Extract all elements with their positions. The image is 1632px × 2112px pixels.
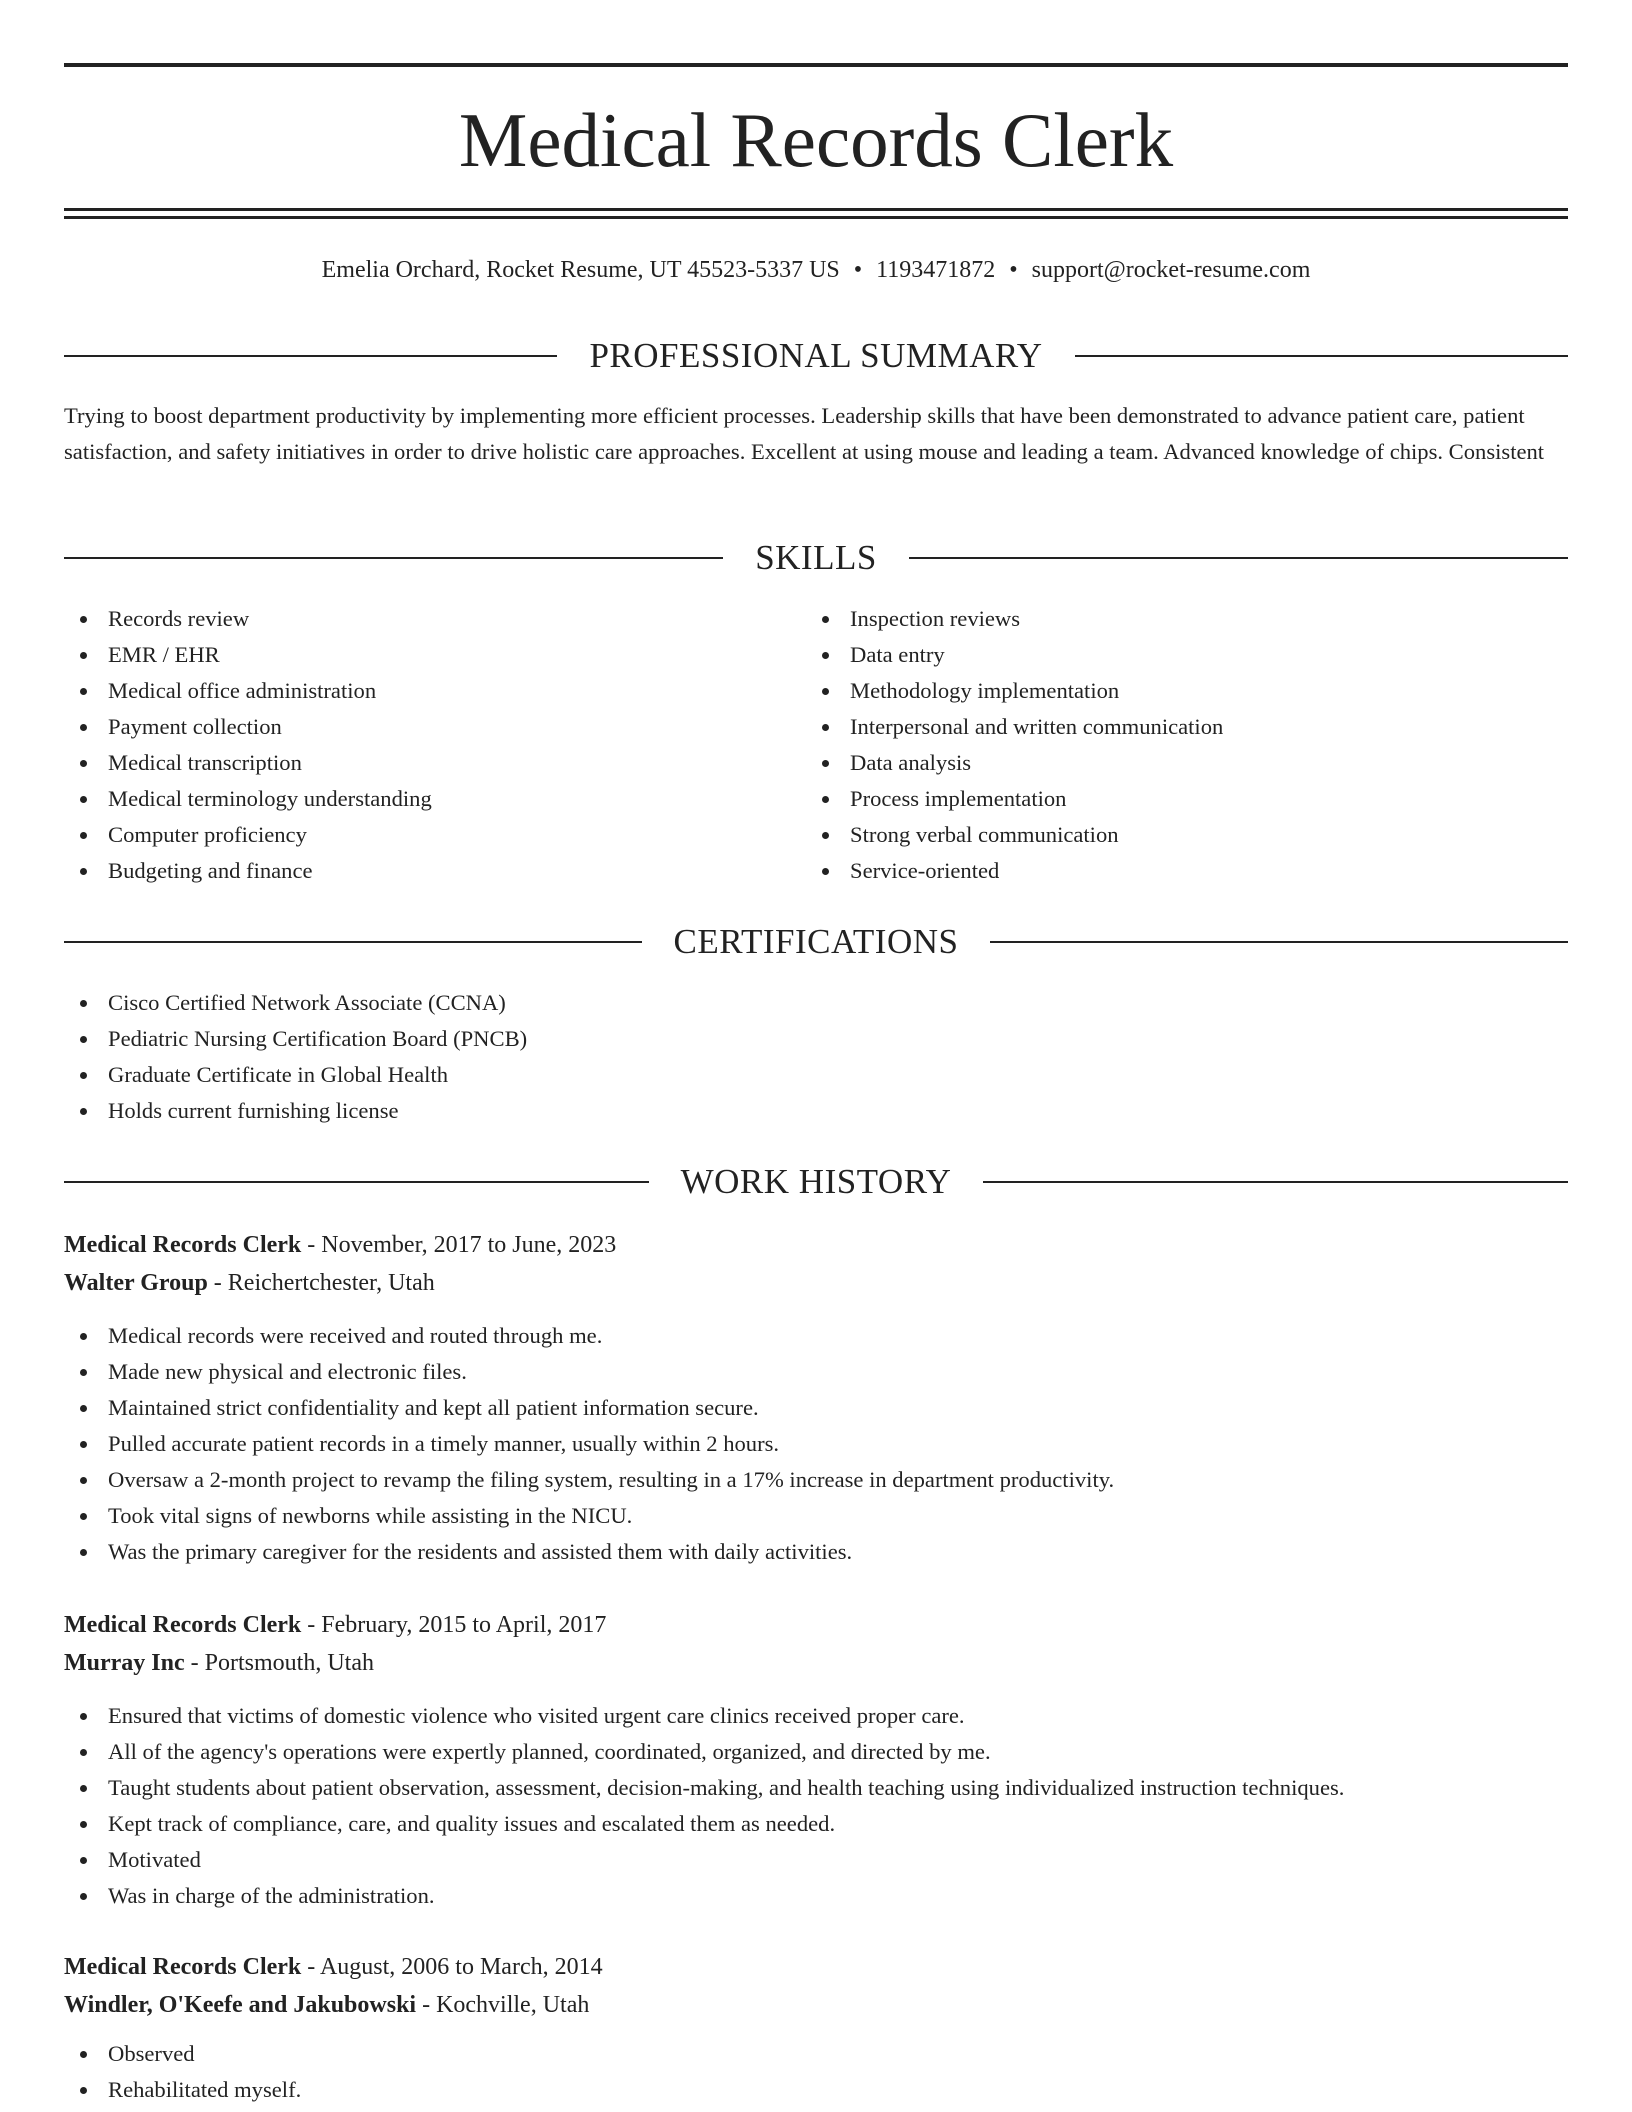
- section-rule: [64, 941, 642, 943]
- certification-item: Pediatric Nursing Certification Board (PNCB): [64, 1021, 1568, 1057]
- contact-separator: •: [853, 257, 863, 283]
- job-location: - Reichertchester, Utah: [207, 1270, 435, 1296]
- job-entry: [64, 1226, 1568, 1570]
- skill-item: Service-oriented: [806, 853, 1546, 889]
- job-company-line: [64, 1986, 1568, 2024]
- title-rule-upper: [64, 208, 1568, 211]
- section-header-summary: [64, 336, 1568, 376]
- job-title-line: [64, 1948, 1568, 1986]
- job-bullet: Medical records were received and routed through me.: [64, 1318, 1568, 1354]
- job-bullet: All of the agency's operations were expertly planned, coordinated, organized, and directed by me.: [64, 1734, 1568, 1770]
- job-bullets: [64, 1698, 1568, 1914]
- skill-item: Inspection reviews: [806, 601, 1546, 637]
- skill-item: Interpersonal and written communication: [806, 709, 1546, 745]
- job-entry: [64, 1606, 1568, 1914]
- job-dates: - August, 2006 to March, 2014: [301, 1954, 603, 1980]
- section-rule: [983, 1181, 1568, 1183]
- job-bullet: Took vital signs of newborns while assisting in the NICU.: [64, 1498, 1568, 1534]
- certifications-list: [64, 985, 1568, 1129]
- certification-item: Holds current furnishing license: [64, 1093, 1568, 1129]
- job-title: Medical Records Clerk: [64, 1612, 302, 1638]
- job-bullet: Observed: [64, 2036, 1568, 2072]
- job-bullet: Motivated: [64, 1842, 1568, 1878]
- skill-item: Strong verbal communication: [806, 817, 1546, 853]
- skill-item: Data analysis: [806, 745, 1546, 781]
- section-rule: [64, 1181, 649, 1183]
- section-rule: [909, 557, 1568, 559]
- skill-item: Medical transcription: [64, 745, 804, 781]
- job-bullet: Oversaw a 2-month project to revamp the filing system, resulting in a 17% increase in department productivity.: [64, 1462, 1568, 1498]
- section-title-skills: SKILLS: [755, 538, 877, 577]
- job-bullet: Was in charge of the administration.: [64, 1878, 1568, 1914]
- job-company: Murray Inc: [64, 1650, 185, 1676]
- section-rule: [990, 941, 1568, 943]
- skills-list-right: [806, 601, 1546, 889]
- skill-item: EMR / EHR: [64, 637, 804, 673]
- skill-item: Data entry: [806, 637, 1546, 673]
- resume-title: Medical Records Clerk: [458, 97, 1174, 183]
- job-company: Windler, O'Keefe and Jakubowski: [64, 1992, 417, 2018]
- skill-item: Records review: [64, 601, 804, 637]
- section-header-work-history: [64, 1162, 1568, 1202]
- contact-line: [64, 252, 1568, 288]
- title-rule-lower: [64, 216, 1568, 219]
- job-company-line: [64, 1264, 1568, 1302]
- skill-item: Process implementation: [806, 781, 1546, 817]
- section-title-work-history: WORK HISTORY: [680, 1162, 952, 1201]
- job-title-line: [64, 1226, 1568, 1264]
- section-title-summary: PROFESSIONAL SUMMARY: [589, 336, 1043, 375]
- job-location: - Kochville, Utah: [416, 1992, 590, 2018]
- job-bullet: Maintained strict confidentiality and kept all patient information secure.: [64, 1390, 1568, 1426]
- job-title: Medical Records Clerk: [64, 1954, 302, 1980]
- job-location: - Portsmouth, Utah: [184, 1650, 374, 1676]
- job-bullet: Was the primary caregiver for the residents and assisted them with daily activities.: [64, 1534, 1568, 1570]
- job-bullet: Pulled accurate patient records in a timely manner, usually within 2 hours.: [64, 1426, 1568, 1462]
- job-dates: - February, 2015 to April, 2017: [301, 1612, 607, 1638]
- skills-list-left: [64, 601, 804, 889]
- skill-item: Medical terminology understanding: [64, 781, 804, 817]
- job-bullets: [64, 1318, 1568, 1570]
- contact-phone: 1193471872: [876, 257, 996, 283]
- job-bullets: [64, 2036, 1568, 2108]
- section-header-skills: [64, 538, 1568, 578]
- summary-text: Trying to boost department productivity by implementing more efficient processes. Leadership skills that have been demonstrated to advance patient care, patient satisfaction, and safety initiatives in order to drive holistic care approaches. Excellent at using mouse and leading a team. Advanced knowledge of chips. Consistent: [64, 403, 1545, 464]
- job-bullet: Taught students about patient observation, assessment, decision-making, and health teaching using individualized instruction techniques.: [64, 1770, 1568, 1806]
- job-title-line: [64, 1606, 1568, 1644]
- certification-item: Cisco Certified Network Associate (CCNA): [64, 985, 1568, 1021]
- job-bullet: Rehabilitated myself.: [64, 2072, 1568, 2108]
- job-company: Walter Group: [64, 1270, 208, 1296]
- contact-email: support@rocket-resume.com: [1031, 257, 1311, 283]
- skill-item: Medical office administration: [64, 673, 804, 709]
- skill-item: Methodology implementation: [806, 673, 1546, 709]
- contact-address: Emelia Orchard, Rocket Resume, UT 45523-5337 US: [321, 257, 840, 283]
- job-company-line: [64, 1644, 1568, 1682]
- job-dates: - November, 2017 to June, 2023: [301, 1232, 617, 1258]
- section-rule: [1075, 355, 1568, 357]
- skill-item: Budgeting and finance: [64, 853, 804, 889]
- job-entry: [64, 1948, 1568, 2108]
- section-header-certifications: [64, 922, 1568, 962]
- job-title: Medical Records Clerk: [64, 1232, 302, 1258]
- certification-item: Graduate Certificate in Global Health: [64, 1057, 1568, 1093]
- section-title-certifications: CERTIFICATIONS: [673, 922, 959, 961]
- job-bullet: Kept track of compliance, care, and quality issues and escalated them as needed.: [64, 1806, 1568, 1842]
- skill-item: Payment collection: [64, 709, 804, 745]
- section-rule: [64, 355, 557, 357]
- section-rule: [64, 557, 723, 559]
- skill-item: Computer proficiency: [64, 817, 804, 853]
- job-bullet: Made new physical and electronic files.: [64, 1354, 1568, 1390]
- job-bullet: Ensured that victims of domestic violence who visited urgent care clinics received proper care.: [64, 1698, 1568, 1734]
- top-rule: [64, 63, 1568, 67]
- contact-separator: •: [1009, 257, 1018, 283]
